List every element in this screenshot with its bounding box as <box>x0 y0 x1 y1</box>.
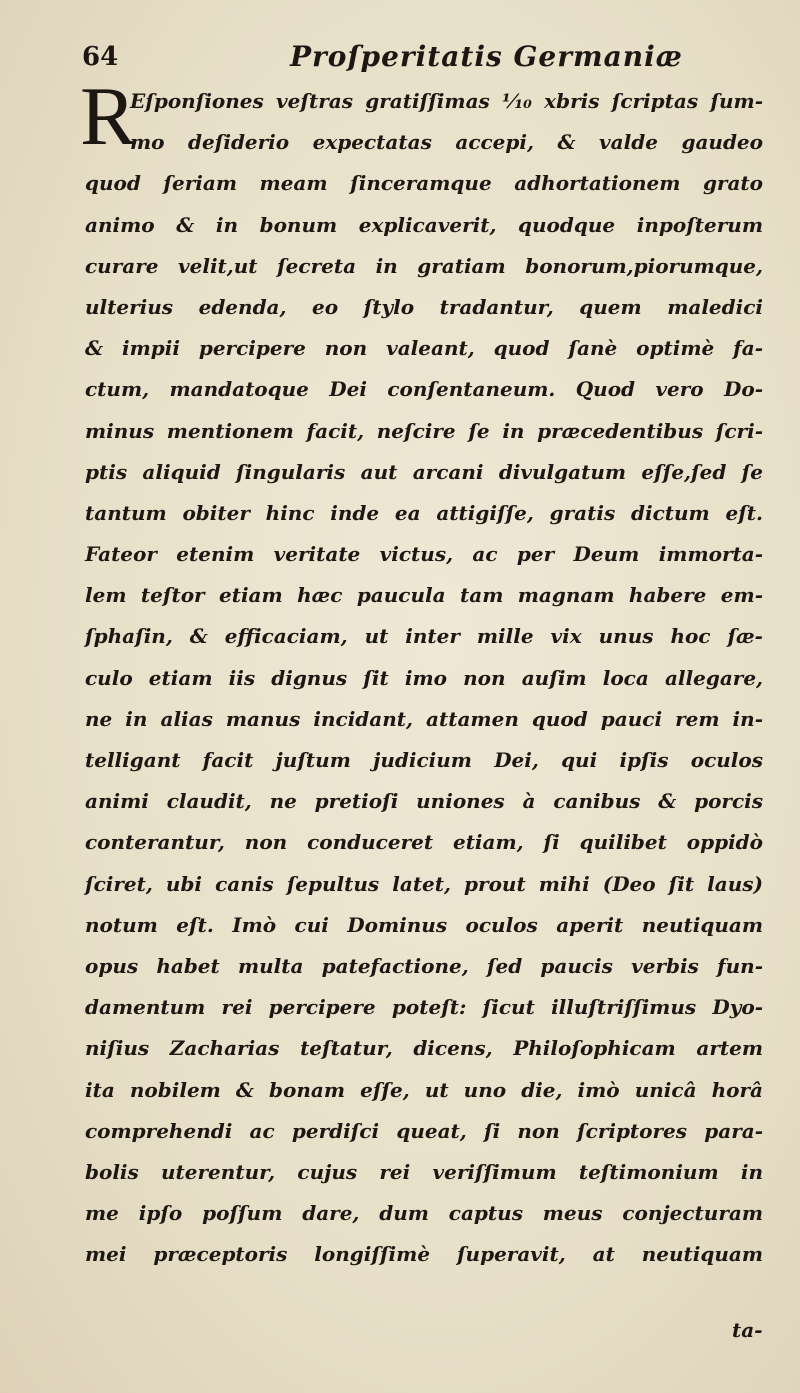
text-line: ita nobilem & bonam eſſe, ut uno die, imò unicâ horâ <box>85 1077 763 1102</box>
text-line: mei præceptoris longiſſimè ſuperavit, at neutiquam <box>85 1242 763 1267</box>
text-line: & impii percipere non valeant, quod ſanè optimè fa- <box>85 336 763 361</box>
text-line: Eſponſiones veſtras gratiſſimas ⅟₁₀ xbris ſcriptas ſum- <box>130 89 763 113</box>
text-line: mo deſiderio expectatas accepi, & valde gaudeo <box>130 130 763 155</box>
text-line: lem teſtor etiam hæc paucula tam magnam habere em- <box>85 583 763 608</box>
text-line: me ipſo poſſum dare, dum captus meus conjecturam <box>85 1201 763 1226</box>
text-line: animo & in bonum explicaverit, quodque inpoſterum <box>85 212 763 237</box>
page-header <box>82 38 762 78</box>
text-line: niſius Zacharias teſtatur, dicens, Philoſophicam artem <box>85 1036 763 1061</box>
text-line: ſphaſin, & efficaciam, ut inter mille vix unus hoc ſæ- <box>85 624 763 649</box>
text-line: ſciret, ubi canis ſepultus latet, prout mihi (Deo ſit laus) <box>85 871 763 896</box>
text-line: tantum obiter hinc inde ea attigiſſe, gratis dictum eſt. <box>85 500 763 525</box>
text-line: ne in alias manus incidant, attamen quod pauci rem in- <box>85 706 763 731</box>
text-line: conterantur, non conduceret etiam, ſi quilibet oppidò <box>85 830 763 855</box>
text-line: minus mentionem facit, neſcire ſe in præcedentibus ſcri- <box>85 418 763 443</box>
text-line: Fateor etenim veritate victus, ac per Deum immorta- <box>85 542 763 567</box>
text-line: ulterius edenda, eo ſtylo tradantur, quem maledici <box>85 294 763 319</box>
text-line: comprehendi ac perdiſci queat, ſi non ſcriptores para- <box>85 1118 763 1143</box>
text-line: ptis aliquid ſingularis aut arcani divulgatum eſſe,ſed ſe <box>85 459 763 484</box>
running-title: Proſperitatis Germaniæ <box>290 40 683 73</box>
text-line: animi claudit, ne pretioſi uniones à canibus & porcis <box>85 789 763 814</box>
text-line: damentum rei percipere poteſt: ſicut illuſtriſſimus Dyo- <box>85 995 763 1020</box>
body-text <box>85 81 763 1275</box>
text-line: curare velit,ut ſecreta in gratiam bonorum,piorumque, <box>85 253 763 278</box>
drop-cap: R <box>80 70 137 163</box>
text-line: notum eſt. Imò cui Dominus oculos aperit neutiquam <box>85 912 763 937</box>
text-line: opus habet multa patefactione, ſed paucis verbis fun- <box>85 953 763 978</box>
text-line: telligant facit juſtum judicium Dei, qui ipſis oculos <box>85 748 763 772</box>
catchword: ta- <box>732 1318 763 1342</box>
text-line: culo etiam iis dignus ſit imo non auſim loca allegare, <box>85 665 763 690</box>
page-number: 64 <box>82 42 119 72</box>
text-line: ctum, mandatoque Dei conſentaneum. Quod vero Do- <box>85 377 763 402</box>
text-line: quod ſeriam meam ſinceramque adhortationem grato <box>85 171 763 196</box>
text-line: bolis uterentur, cujus rei veriſſimum teſtimonium in <box>85 1159 763 1184</box>
